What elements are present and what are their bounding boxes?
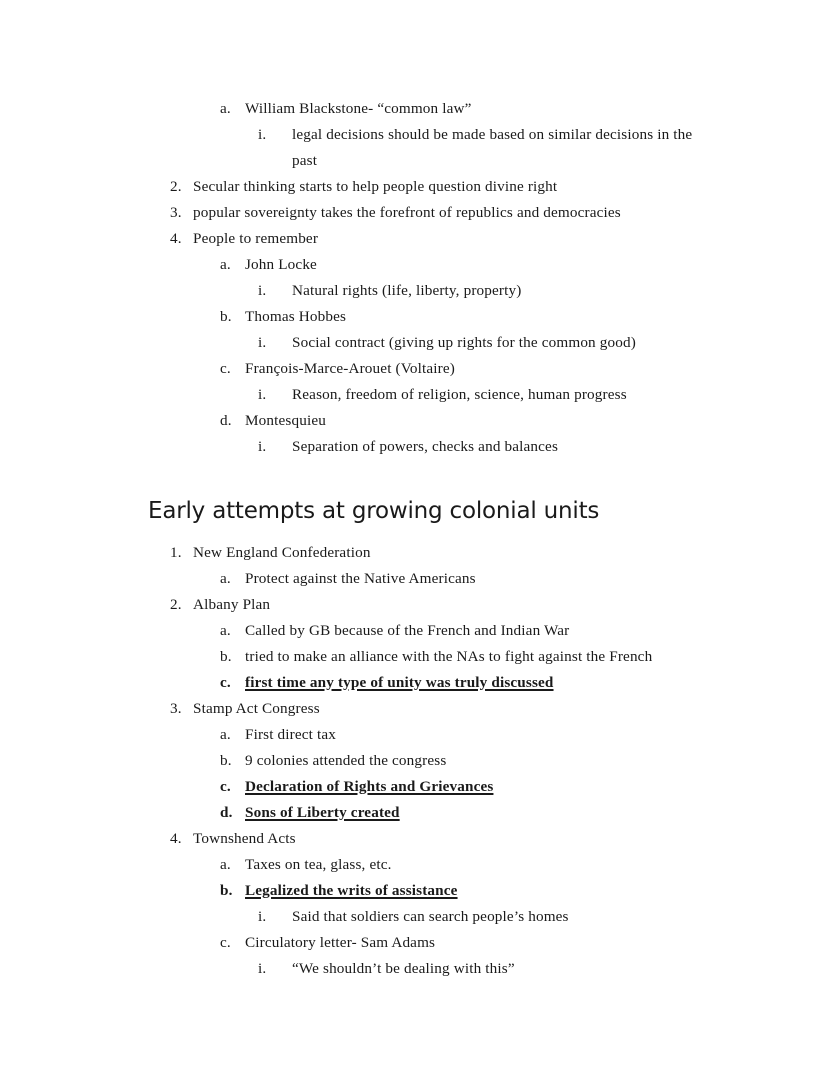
outline-item-text: People to remember	[193, 230, 319, 247]
list-marker: i.	[258, 438, 267, 455]
outline-item-text: Natural rights (life, liberty, property)	[292, 282, 522, 299]
list-marker: b.	[220, 882, 233, 899]
outline-item-text: Circulatory letter- Sam Adams	[245, 934, 436, 951]
list-marker: i.	[258, 960, 267, 977]
outline-item-text	[245, 670, 720, 696]
list-marker: a.	[220, 622, 231, 639]
outline-item	[148, 174, 720, 200]
list-marker: b.	[220, 752, 232, 769]
outline-item	[148, 904, 720, 930]
list-marker: d.	[220, 804, 233, 821]
outline-item	[148, 722, 720, 748]
list-marker: a.	[220, 726, 231, 743]
outline-item	[148, 774, 720, 800]
list-marker: a.	[220, 256, 231, 273]
outline-item	[148, 956, 720, 982]
outline-item-text: legal decisions should be made based on similar decisions in the past	[292, 126, 693, 169]
list-marker: c.	[220, 360, 231, 377]
list-marker: c.	[220, 934, 231, 951]
outline-item	[148, 96, 720, 122]
list-marker: i.	[258, 282, 267, 299]
outline-item-text: Reason, freedom of religion, science, human progress	[292, 386, 627, 403]
list-marker: a.	[220, 856, 231, 873]
outline-item	[148, 826, 720, 852]
list-marker: i.	[258, 126, 267, 143]
outline-item-text: Townshend Acts	[193, 830, 296, 847]
outline-item-text: John Locke	[245, 256, 317, 273]
outline-item-text: Albany Plan	[193, 596, 271, 613]
outline-item-text: William Blackstone- “common law”	[245, 100, 472, 117]
outline-list	[148, 540, 720, 982]
outline-item	[148, 122, 720, 174]
document-body	[148, 96, 720, 982]
outline-item-text: New England Confederation	[193, 544, 371, 561]
list-marker: d.	[220, 412, 232, 429]
underlined-text: Legalized the writs of assistance	[245, 882, 458, 899]
list-marker: 3.	[170, 700, 182, 717]
list-marker: 2.	[170, 178, 182, 195]
outline-item	[148, 356, 720, 382]
outline-item	[148, 748, 720, 774]
outline-item-text: tried to make an alliance with the NAs to fight against the French	[245, 648, 653, 665]
list-marker: a.	[220, 100, 231, 117]
list-marker: 4.	[170, 230, 182, 247]
heading-spacer	[148, 460, 720, 496]
outline-item	[148, 592, 720, 618]
heading-spacer-below	[148, 526, 720, 540]
outline-item	[148, 800, 720, 826]
outline-item-text: 9 colonies attended the congress	[245, 752, 447, 769]
outline-item-text: Separation of powers, checks and balances	[292, 438, 559, 455]
outline-item	[148, 644, 720, 670]
outline-item-text: Montesquieu	[245, 412, 326, 429]
outline-item-text: Stamp Act Congress	[193, 700, 320, 717]
outline-item	[148, 852, 720, 878]
outline-item	[148, 540, 720, 566]
list-marker: b.	[220, 308, 232, 325]
outline-item-text: Taxes on tea, glass, etc.	[245, 856, 392, 873]
outline-item	[148, 330, 720, 356]
outline-item-text	[245, 774, 720, 800]
outline-item-text: Thomas Hobbes	[245, 308, 347, 325]
outline-item-text: First direct tax	[245, 726, 337, 743]
outline-item-text: Social contract (giving up rights for the common good)	[292, 334, 636, 351]
list-marker: 1.	[170, 544, 182, 561]
section-heading: Early attempts at growing colonial units	[148, 498, 600, 524]
outline-item-text	[245, 800, 720, 826]
outline-item	[148, 696, 720, 722]
outline-item	[148, 252, 720, 278]
list-marker: 3.	[170, 204, 182, 221]
list-marker: a.	[220, 570, 231, 587]
list-marker: i.	[258, 334, 267, 351]
outline-item-text	[245, 878, 720, 904]
list-marker: i.	[258, 908, 267, 925]
outline-item	[148, 930, 720, 956]
outline-item-text: Secular thinking starts to help people question divine right	[193, 178, 558, 195]
outline-item	[148, 304, 720, 330]
outline-item	[148, 278, 720, 304]
outline-item	[148, 226, 720, 252]
list-marker: b.	[220, 648, 232, 665]
outline-item	[148, 670, 720, 696]
list-marker: 4.	[170, 830, 182, 847]
outline-item	[148, 618, 720, 644]
outline-item	[148, 434, 720, 460]
outline-item	[148, 382, 720, 408]
outline-item-text: Said that soldiers can search people’s homes	[292, 908, 569, 925]
list-marker: 2.	[170, 596, 182, 613]
underlined-text: Sons of Liberty created	[245, 804, 400, 821]
outline-item	[148, 200, 720, 226]
outline-item	[148, 566, 720, 592]
underlined-text: first time any type of unity was truly discussed	[245, 674, 554, 691]
outline-item	[148, 878, 720, 904]
outline-list	[148, 96, 720, 460]
outline-item-text: Called by GB because of the French and Indian War	[245, 622, 570, 639]
list-marker: c.	[220, 778, 231, 795]
outline-item-text: popular sovereignty takes the forefront of republics and democracies	[193, 204, 621, 221]
outline-item-text: “We shouldn’t be dealing with this”	[292, 960, 515, 977]
outline-item-text: Protect against the Native Americans	[245, 570, 476, 587]
list-marker: i.	[258, 386, 267, 403]
outline-item	[148, 408, 720, 434]
list-marker: c.	[220, 674, 231, 691]
underlined-text: Declaration of Rights and Grievances	[245, 778, 494, 795]
outline-item-text: François-Marce-Arouet (Voltaire)	[245, 360, 455, 377]
